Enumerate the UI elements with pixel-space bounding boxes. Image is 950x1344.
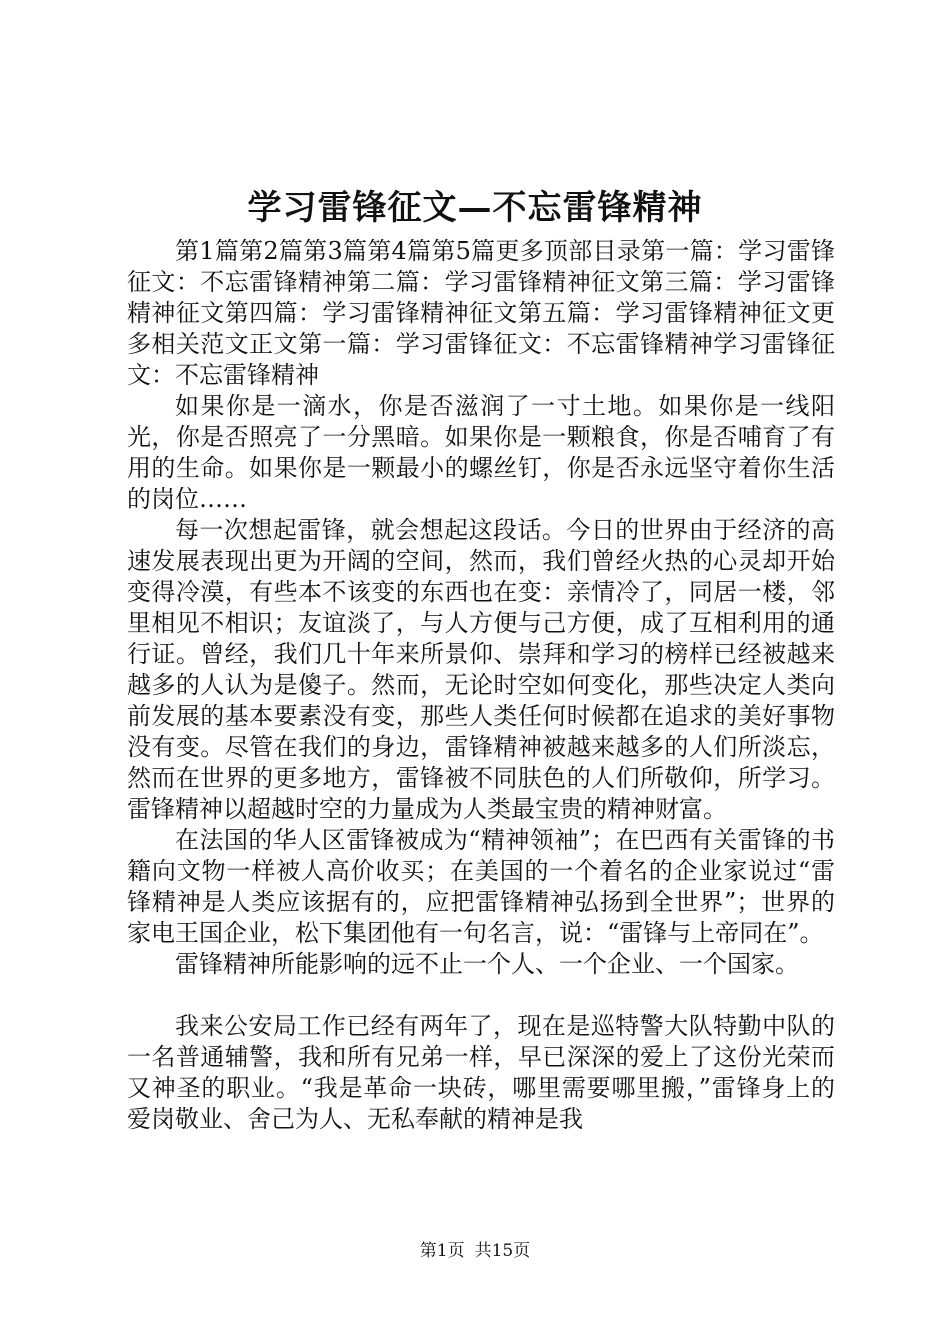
paragraph-toc: 第1篇第2篇第3篇第4篇第5篇更多顶部目录第一篇：学习雷锋征文：不忘雷锋精神第二篇：学习雷锋精神征文第三篇：学习雷锋精神征文第四篇：学习雷锋精神征文第五篇：学习雷锋精神征文更多相关范文正文第一篇：学习雷锋征文：不忘雷锋精神学习雷锋征文：不忘雷锋精神 bbox=[127, 237, 835, 389]
paragraph-world-influence: 在法国的华人区雷锋被成为“精神领袖”；在巴西有关雷锋的书籍向文物一样被人高价收买；在美国的一个着名的企业家说过“雷锋精神是人类应该据有的，应把雷锋精神弘扬到全世界”；世界的家电王国企业，松下集团他有一句名言，说：“雷锋与上帝同在”。 bbox=[127, 826, 835, 947]
paragraph-intro: 如果你是一滴水，你是否滋润了一寸土地。如果你是一线阳光，你是否照亮了一分黑暗。如果你是一颗粮食，你是否哺育了有用的生命。如果你是一颗最小的螺丝钉，你是否永远坚守着你生活的岗位…… bbox=[127, 392, 835, 513]
paragraph-summary: 雷锋精神所能影响的远不止一个人、一个企业、一个国家。 bbox=[175, 950, 799, 978]
document-title: 学习雷锋征文—不忘雷锋精神 bbox=[247, 188, 703, 228]
paragraph-reflection: 每一次想起雷锋，就会想起这段话。今日的世界由于经济的高速发展表现出更为开阔的空间，然而，我们曾经火热的心灵却开始变得冷漠，有些本不该变的东西也在变：亲情冷了，同居一楼，邻里相见不相识；友谊淡了，与人方便与己方便，成了互相利用的通行证。曾经，我们几十年来所景仰、崇拜和学习的榜样已经被越来越多的人认为是傻子。然而，无论时空如何变化，那些决定人类向前发展的基本要素没有变，那些人类任何时候都在追求的美好事物没有变。尽管在我们的身边，雷锋精神被越来越多的人们所淡忘，然而在世界的更多地方，雷锋被不同肤色的人们所敬仰，所学习。雷锋精神以超越时空的力量成为人类最宝贵的精神财富。 bbox=[127, 516, 835, 823]
page-footer bbox=[0, 1240, 950, 1262]
paragraph-personal: 我来公安局工作已经有两年了，现在是巡特警大队特勤中队的一名普通辅警，我和所有兄弟一样，早已深深的爱上了这份光荣而又神圣的职业。“我是革命一块砖，哪里需要哪里搬，”雷锋身上的爱岗敬业、舍己为人、无私奉献的精神是我 bbox=[127, 1012, 835, 1133]
page-number: 第1页 bbox=[419, 1241, 465, 1261]
document-body bbox=[127, 236, 835, 1135]
page-total: 共15页 bbox=[474, 1241, 531, 1261]
paragraph-spacer bbox=[127, 980, 835, 1011]
